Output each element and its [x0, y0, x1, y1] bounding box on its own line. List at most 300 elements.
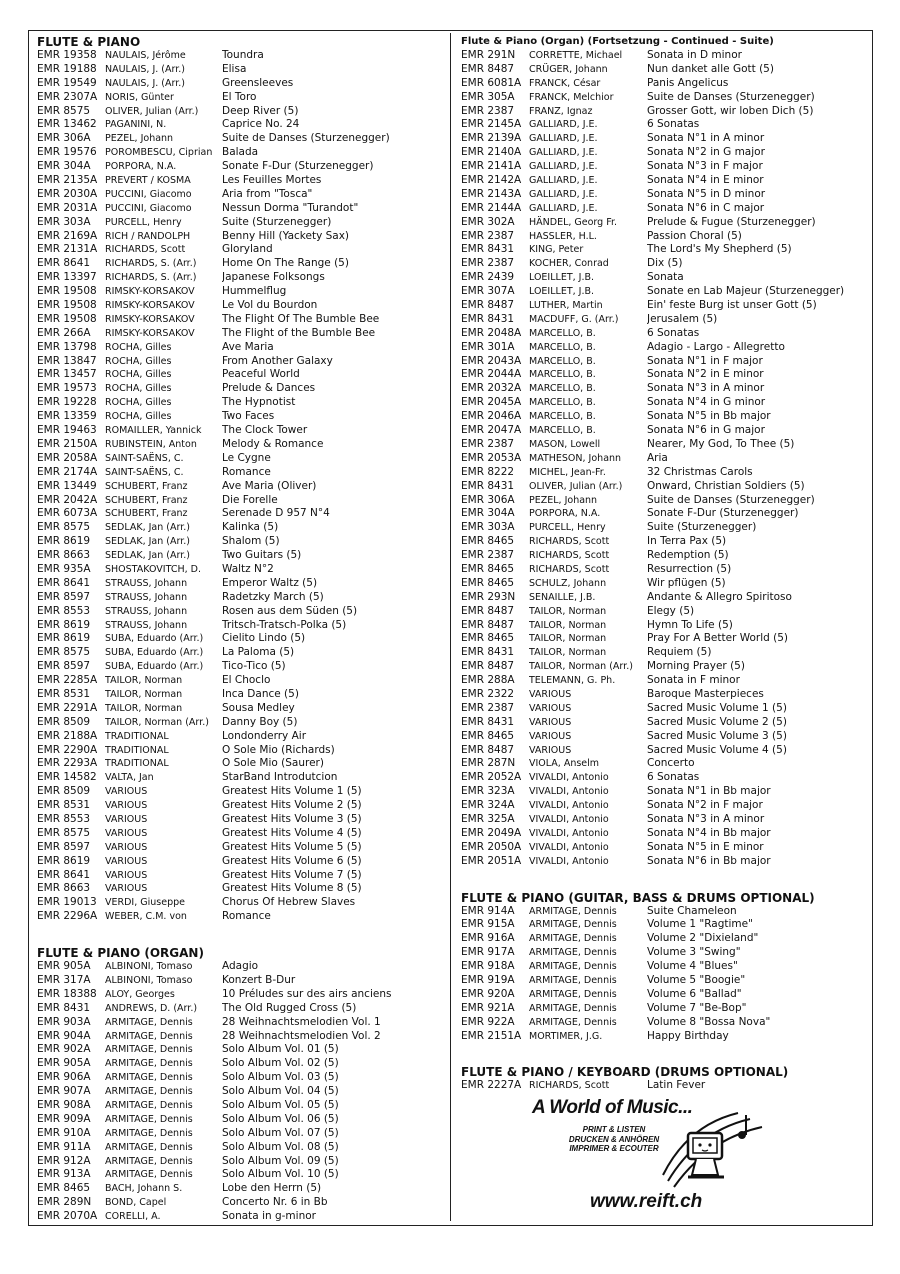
- work-title: El Toro: [222, 90, 257, 103]
- computer-musician-icon: [658, 1105, 768, 1193]
- catalog-row: [37, 188, 442, 202]
- composer-name: ARMITAGE, Dennis: [105, 1058, 193, 1070]
- work-title: Sonata N°4 in G minor: [647, 396, 766, 409]
- work-title: Londonderry Air: [222, 729, 307, 742]
- catalog-code: EMR 2322: [461, 687, 515, 700]
- catalog-row: [461, 118, 866, 132]
- work-title: Sonata: [647, 271, 684, 284]
- catalog-row: [461, 480, 866, 494]
- work-title: Emperor Waltz (5): [222, 576, 318, 589]
- composer-name: NAULAIS, J. (Arr.): [105, 63, 185, 75]
- catalog-code: EMR 8487: [461, 743, 515, 756]
- catalog-code: EMR 906A: [37, 1071, 91, 1084]
- work-title: Greatest Hits Volume 6 (5): [222, 854, 362, 867]
- catalog-frame: [28, 30, 873, 1226]
- work-title: Sacred Music Volume 3 (5): [647, 729, 787, 742]
- work-title: Danny Boy (5): [222, 715, 298, 728]
- composer-name: LOEILLET, J.B.: [529, 286, 595, 298]
- composer-name: ROCHA, Gilles: [105, 397, 172, 409]
- catalog-code: EMR 2290A: [37, 743, 98, 756]
- catalog-row: [37, 960, 442, 974]
- catalog-row: [37, 1099, 442, 1113]
- catalog-row: [461, 702, 866, 716]
- composer-name: VARIOUS: [105, 827, 148, 839]
- work-title: Greatest Hits Volume 4 (5): [222, 826, 362, 839]
- catalog-code: EMR 2145A: [461, 118, 522, 131]
- catalog-row: [37, 646, 442, 660]
- catalog-code: EMR 920A: [461, 987, 515, 1000]
- catalog-code: EMR 306A: [37, 132, 91, 145]
- work-title: Requiem (5): [647, 646, 712, 659]
- composer-name: ROCHA, Gilles: [105, 383, 172, 395]
- work-title: Volume 4 "Blues": [647, 960, 738, 973]
- composer-name: MARCELLO, B.: [529, 425, 596, 437]
- composer-name: TRADITIONAL: [105, 758, 169, 770]
- composer-name: ANDREWS, D. (Arr.): [105, 1002, 198, 1014]
- catalog-row: [37, 1071, 442, 1085]
- catalog-code: EMR 915A: [461, 918, 515, 931]
- catalog-code: EMR 8553: [37, 812, 91, 825]
- composer-name: ALBINONI, Tomaso: [105, 975, 193, 986]
- work-title: Adagio: [222, 960, 259, 973]
- catalog-row: [461, 988, 866, 1002]
- composer-name: VARIOUS: [529, 730, 572, 742]
- catalog-row: [461, 905, 866, 919]
- composer-name: PUCCINI, Giacomo: [105, 202, 192, 214]
- work-title: Sonata N°1 in A minor: [647, 132, 765, 145]
- work-title: Sonata N°6 in G major: [647, 424, 765, 437]
- composer-name: KING, Peter: [529, 244, 584, 256]
- composer-name: PURCELL, Henry: [529, 522, 606, 534]
- work-title: O Sole Mio (Saurer): [222, 757, 324, 770]
- composer-name: SUBA, Eduardo (Arr.): [105, 633, 204, 645]
- work-title: Kalinka (5): [222, 521, 279, 534]
- catalog-code: EMR 8575: [37, 826, 91, 839]
- work-title: Peaceful World: [222, 368, 300, 381]
- catalog-code: EMR 18388: [37, 987, 97, 1000]
- composer-name: WEBER, C.M. von: [105, 911, 187, 923]
- catalog-code: EMR 910A: [37, 1126, 91, 1139]
- catalog-code: EMR 8575: [37, 104, 91, 117]
- catalog-row: [461, 146, 866, 160]
- work-title: Volume 2 "Dixieland": [647, 932, 759, 945]
- catalog-code: EMR 303A: [37, 215, 91, 228]
- catalog-row: [37, 313, 442, 327]
- work-title: Jerusalem (5): [647, 312, 718, 325]
- composer-name: ROCHA, Gilles: [105, 411, 172, 423]
- catalog-row: [461, 771, 866, 785]
- composer-name: VARIOUS: [529, 716, 572, 728]
- catalog-code: EMR 8487: [461, 62, 515, 75]
- work-title: Volume 1 "Ragtime": [647, 918, 753, 931]
- catalog-code: EMR 2188A: [37, 729, 98, 742]
- composer-name: MATHESON, Johann: [529, 452, 622, 464]
- work-title: StarBand Introdutcion: [222, 771, 338, 784]
- composer-name: TAILOR, Norman: [105, 675, 183, 687]
- composer-name: NAULAIS, J. (Arr.): [105, 77, 185, 89]
- composer-name: ARMITAGE, Dennis: [105, 1100, 193, 1112]
- catalog-code: EMR 8465: [461, 535, 515, 548]
- composer-name: HASSLER, H.L.: [529, 230, 597, 242]
- right-column: [461, 35, 866, 1093]
- catalog-code: EMR 8619: [37, 535, 91, 548]
- work-title: Greatest Hits Volume 1 (5): [222, 785, 362, 798]
- composer-name: MICHEL, Jean-Fr.: [529, 466, 606, 478]
- composer-name: VARIOUS: [105, 841, 148, 853]
- composer-name: GALLIARD, J.E.: [529, 133, 598, 145]
- work-title: Suite de Danses (Sturzenegger): [222, 132, 390, 145]
- catalog-row: [37, 1057, 442, 1071]
- section-gap: [461, 1043, 866, 1065]
- catalog-list: [461, 1079, 866, 1093]
- catalog-row: [37, 396, 442, 410]
- work-title: Sonata N°5 in Bb major: [647, 410, 771, 423]
- catalog-row: [37, 563, 442, 577]
- work-title: The Lord's My Shepherd (5): [647, 243, 792, 256]
- composer-name: ARMITAGE, Dennis: [529, 933, 617, 945]
- catalog-code: EMR 2143A: [461, 187, 522, 200]
- catalog-row: [37, 174, 442, 188]
- composer-name: PORPORA, N.A.: [529, 508, 601, 520]
- composer-name: RICHARDS, S. (Arr.): [105, 258, 197, 270]
- work-title: Volume 3 "Swing": [647, 946, 741, 959]
- work-title: Prelude & Fugue (Sturzenegger): [647, 215, 816, 228]
- work-title: Aria: [647, 451, 668, 464]
- catalog-row: [461, 438, 866, 452]
- composer-name: SCHUBERT, Franz: [105, 494, 188, 506]
- work-title: Sonata N°3 in F major: [647, 160, 763, 173]
- catalog-code: EMR 324A: [461, 799, 515, 812]
- catalog-code: EMR 8431: [461, 646, 515, 659]
- composer-name: ARMITAGE, Dennis: [105, 1169, 193, 1181]
- catalog-code: EMR 907A: [37, 1085, 91, 1098]
- catalog-code: EMR 8431: [461, 312, 515, 325]
- catalog-code: EMR 919A: [461, 974, 515, 986]
- catalog-row: [37, 577, 442, 591]
- catalog-code: EMR 2050A: [461, 840, 522, 853]
- work-title: Tico-Tico (5): [222, 660, 286, 673]
- composer-name: MARCELLO, B.: [529, 327, 596, 339]
- catalog-row: [461, 466, 866, 480]
- catalog-code: EMR 918A: [461, 960, 515, 973]
- catalog-code: EMR 914A: [461, 904, 515, 917]
- work-title: Latin Fever: [647, 1079, 706, 1092]
- logo-url: www.reift.ch: [590, 1191, 703, 1212]
- work-title: Solo Album Vol. 08 (5): [222, 1140, 339, 1153]
- catalog-row: [37, 91, 442, 105]
- catalog-code: EMR 8431: [461, 479, 515, 492]
- composer-name: TAILOR, Norman (Arr.): [105, 716, 209, 728]
- catalog-row: [461, 841, 866, 855]
- catalog-code: EMR 288A: [461, 674, 515, 687]
- catalog-code: EMR 903A: [37, 1015, 91, 1028]
- catalog-row: [37, 771, 442, 785]
- catalog-code: EMR 306A: [461, 493, 515, 506]
- work-title: Solo Album Vol. 02 (5): [222, 1057, 339, 1070]
- work-title: Sonate en Lab Majeur (Sturzenegger): [647, 285, 845, 298]
- composer-name: MASON, Lowell: [529, 438, 601, 450]
- catalog-code: EMR 13457: [37, 368, 97, 381]
- logo-tag-print-listen: PRINT & LISTEN: [582, 1125, 646, 1134]
- catalog-code: EMR 8597: [37, 590, 91, 603]
- catalog-code: EMR 2142A: [461, 174, 522, 187]
- composer-name: SEDLAK, Jan (Arr.): [105, 550, 190, 562]
- catalog-row: [461, 1002, 866, 1016]
- work-title: Les Feuilles Mortes: [222, 174, 322, 187]
- catalog-row: [37, 619, 442, 633]
- catalog-code: EMR 2285A: [37, 674, 98, 687]
- composer-name: FRANCK, César: [529, 77, 601, 89]
- catalog-row: [461, 960, 866, 974]
- logo-tag-imprimer: IMPRIMER & ECOUTER: [569, 1144, 659, 1153]
- catalog-row: [37, 841, 442, 855]
- work-title: Ave Maria: [222, 340, 274, 353]
- catalog-row: [37, 424, 442, 438]
- composer-name: ROCHA, Gilles: [105, 369, 172, 381]
- catalog-code: EMR 304A: [461, 507, 515, 520]
- catalog-row: [461, 355, 866, 369]
- catalog-code: EMR 304A: [37, 160, 91, 173]
- catalog-code: EMR 8575: [37, 646, 91, 659]
- catalog-row: [37, 1168, 442, 1182]
- catalog-row: [37, 988, 442, 1002]
- catalog-row: [461, 563, 866, 577]
- work-title: Solo Album Vol. 06 (5): [222, 1112, 339, 1125]
- catalog-code: EMR 302A: [461, 215, 515, 228]
- work-title: The Flight of the Bumble Bee: [222, 326, 376, 339]
- work-title: Solo Album Vol. 01 (5): [222, 1043, 339, 1056]
- composer-name: ALOY, Georges: [105, 988, 175, 1000]
- work-title: Balada: [222, 146, 259, 159]
- composer-name: SHOSTAKOVITCH, D.: [105, 563, 201, 575]
- catalog-row: [37, 632, 442, 646]
- catalog-row: [37, 1085, 442, 1099]
- composer-name: ARMITAGE, Dennis: [529, 947, 617, 959]
- work-title: Nearer, My God, To Thee (5): [647, 437, 795, 450]
- work-title: Greatest Hits Volume 2 (5): [222, 799, 362, 812]
- composer-name: GALLIARD, J.E.: [529, 202, 598, 214]
- catalog-row: [37, 160, 442, 174]
- composer-name: STRAUSS, Johann: [105, 577, 188, 589]
- catalog-row: [37, 355, 442, 369]
- catalog-row: [37, 716, 442, 730]
- composer-name: TRADITIONAL: [105, 744, 169, 756]
- composer-name: MARCELLO, B.: [529, 355, 596, 367]
- catalog-row: [461, 174, 866, 188]
- catalog-row: [37, 744, 442, 758]
- composer-name: SCHULZ, Johann: [529, 577, 607, 589]
- catalog-row: [37, 452, 442, 466]
- composer-name: PURCELL, Henry: [105, 216, 182, 228]
- composer-name: CORRETTE, Michael: [529, 50, 623, 61]
- composer-name: LOEILLET, J.B.: [529, 272, 595, 284]
- composer-name: SEDLAK, Jan (Arr.): [105, 536, 190, 548]
- composer-name: MARCELLO, B.: [529, 383, 596, 395]
- work-title: Baroque Masterpieces: [647, 687, 764, 700]
- catalog-row: [37, 132, 442, 146]
- catalog-row: [37, 896, 442, 910]
- catalog-code: EMR 2140A: [461, 146, 522, 159]
- work-title: Volume 6 "Ballad": [647, 987, 742, 1000]
- catalog-row: [37, 1127, 442, 1141]
- catalog-list: [461, 49, 866, 869]
- catalog-row: [37, 535, 442, 549]
- catalog-row: [461, 1030, 866, 1044]
- work-title: Morning Prayer (5): [647, 660, 745, 673]
- work-title: Volume 8 "Bossa Nova": [647, 1015, 771, 1028]
- section-title-flute-piano: FLUTE & PIANO: [37, 35, 141, 49]
- work-title: Cielito Lindo (5): [222, 632, 306, 645]
- work-title: Solo Album Vol. 05 (5): [222, 1099, 339, 1112]
- composer-name: VIVALDI, Antonio: [529, 772, 609, 784]
- composer-name: RIMSKY-KORSAKOV: [105, 327, 195, 339]
- catalog-row: [461, 452, 866, 466]
- work-title: Greatest Hits Volume 7 (5): [222, 868, 362, 881]
- composer-name: LUTHER, Martin: [529, 300, 603, 312]
- work-title: Chorus Of Hebrew Slaves: [222, 896, 356, 909]
- catalog-code: EMR 2387: [461, 257, 515, 270]
- section-title-flute-piano-guitar-bass-drums-optional: FLUTE & PIANO (GUITAR, BASS & DRUMS OPTIONAL): [461, 890, 815, 905]
- composer-name: RIMSKY-KORSAKOV: [105, 286, 195, 298]
- catalog-row: [461, 674, 866, 688]
- catalog-row: [461, 202, 866, 216]
- catalog-row: [461, 313, 866, 327]
- composer-name: MARCELLO, B.: [529, 341, 596, 353]
- catalog-row: [461, 257, 866, 271]
- composer-name: VIVALDI, Antonio: [529, 813, 609, 825]
- work-title: Sonata in D minor: [647, 49, 742, 61]
- composer-name: ARMITAGE, Dennis: [529, 919, 617, 931]
- work-title: Nun danket alle Gott (5): [647, 62, 774, 75]
- catalog-row: [37, 1113, 442, 1127]
- composer-name: VARIOUS: [529, 702, 572, 714]
- catalog-code: EMR 8509: [37, 715, 91, 728]
- catalog-row: [37, 688, 442, 702]
- catalog-code: EMR 2174A: [37, 465, 98, 478]
- catalog-row: [461, 577, 866, 591]
- catalog-row: [461, 368, 866, 382]
- work-title: Elisa: [222, 62, 247, 75]
- composer-name: ALBINONI, Tomaso: [105, 961, 193, 973]
- catalog-code: EMR 8465: [37, 1182, 91, 1195]
- catalog-row: [37, 882, 442, 896]
- catalog-code: EMR 19463: [37, 424, 97, 437]
- catalog-row: [37, 341, 442, 355]
- work-title: Aria from "Tosca": [222, 187, 313, 200]
- composer-name: ARMITAGE, Dennis: [105, 1044, 193, 1056]
- catalog-code: EMR 905A: [37, 1057, 91, 1070]
- catalog-code: EMR 2044A: [461, 368, 522, 381]
- composer-name: SCHUBERT, Franz: [105, 508, 188, 520]
- composer-name: ARMITAGE, Dennis: [105, 1086, 193, 1098]
- catalog-row: [461, 243, 866, 257]
- catalog-code: EMR 305A: [461, 90, 515, 103]
- catalog-code: EMR 13847: [37, 354, 97, 367]
- catalog-code: EMR 8431: [461, 715, 515, 728]
- catalog-row: [461, 494, 866, 508]
- composer-name: SENAILLE, J.B.: [529, 591, 596, 603]
- work-title: Suite (Sturzenegger): [647, 521, 757, 534]
- catalog-row: [37, 1155, 442, 1169]
- composer-name: ARMITAGE, Dennis: [105, 1072, 193, 1084]
- catalog-row: [37, 327, 442, 341]
- catalog-row: [461, 285, 866, 299]
- work-title: Sonata in g-minor: [222, 1210, 316, 1223]
- work-title: Sonate F-Dur (Sturzenegger): [647, 507, 799, 520]
- catalog-row: [461, 785, 866, 799]
- composer-name: VARIOUS: [105, 869, 148, 881]
- work-title: Two Guitars (5): [222, 549, 302, 562]
- work-title: 6 Sonatas: [647, 118, 700, 131]
- work-title: The Old Rugged Cross (5): [222, 1001, 357, 1014]
- composer-name: POROMBESCU, Ciprian: [105, 147, 213, 159]
- work-title: Toundra: [222, 49, 264, 61]
- catalog-code: EMR 19228: [37, 396, 97, 409]
- catalog-code: EMR 293N: [461, 590, 516, 603]
- work-title: Rosen aus dem Süden (5): [222, 604, 358, 617]
- catalog-row: [37, 202, 442, 216]
- catalog-code: EMR 287N: [461, 757, 516, 770]
- work-title: Deep River (5): [222, 104, 299, 117]
- catalog-row: [461, 549, 866, 563]
- work-title: Sousa Medley: [222, 701, 295, 714]
- catalog-code: EMR 8575: [37, 521, 91, 534]
- composer-name: FRANZ, Ignaz: [529, 105, 593, 117]
- work-title: Solo Album Vol. 03 (5): [222, 1071, 339, 1084]
- catalog-code: EMR 2150A: [37, 437, 98, 450]
- catalog-code: EMR 19576: [37, 146, 97, 159]
- section-title-flute-piano-organ-fortsetzung-continued-: Flute & Piano (Organ) (Fortsetzung - Continued - Suite): [461, 36, 774, 47]
- catalog-code: EMR 8641: [37, 576, 91, 589]
- catalog-code: EMR 8619: [37, 854, 91, 867]
- work-title: Sonata N°1 in F major: [647, 354, 763, 367]
- work-title: Sacred Music Volume 1 (5): [647, 701, 787, 714]
- catalog-code: EMR 2387: [461, 104, 515, 117]
- catalog-row: [461, 77, 866, 91]
- catalog-row: [461, 757, 866, 771]
- catalog-row: [461, 382, 866, 396]
- catalog-row: [37, 974, 442, 988]
- composer-name: STRAUSS, Johann: [105, 591, 188, 603]
- work-title: Sacred Music Volume 2 (5): [647, 715, 787, 728]
- catalog-row: [461, 813, 866, 827]
- catalog-row: [37, 813, 442, 827]
- catalog-row: [37, 382, 442, 396]
- work-title: La Paloma (5): [222, 646, 295, 659]
- composer-name: SCHUBERT, Franz: [105, 480, 188, 492]
- composer-name: ARMITAGE, Dennis: [105, 1113, 193, 1125]
- work-title: Solo Album Vol. 04 (5): [222, 1085, 339, 1098]
- work-title: Sonata N°1 in Bb major: [647, 785, 771, 798]
- catalog-row: [37, 77, 442, 91]
- work-title: Radetzky March (5): [222, 590, 324, 603]
- work-title: Serenade D 957 N°4: [222, 507, 330, 520]
- catalog-code: EMR 2296A: [37, 910, 98, 923]
- catalog-row: [461, 827, 866, 841]
- catalog-code: EMR 8487: [461, 618, 515, 631]
- catalog-row: [37, 910, 442, 924]
- work-title: Sonata N°4 in E minor: [647, 174, 764, 187]
- composer-name: HÄNDEL, Georg Fr.: [529, 216, 618, 228]
- catalog-row: [461, 521, 866, 535]
- work-title: Sonata N°6 in C major: [647, 201, 765, 214]
- work-title: Sonata N°3 in A minor: [647, 812, 765, 825]
- catalog-code: EMR 2387: [461, 229, 515, 242]
- catalog-row: [461, 1079, 866, 1093]
- composer-name: NAULAIS, Jérôme: [105, 50, 186, 61]
- logo-tag-drucken: DRUCKEN & ANHÖREN: [568, 1134, 660, 1144]
- catalog-code: EMR 909A: [37, 1112, 91, 1125]
